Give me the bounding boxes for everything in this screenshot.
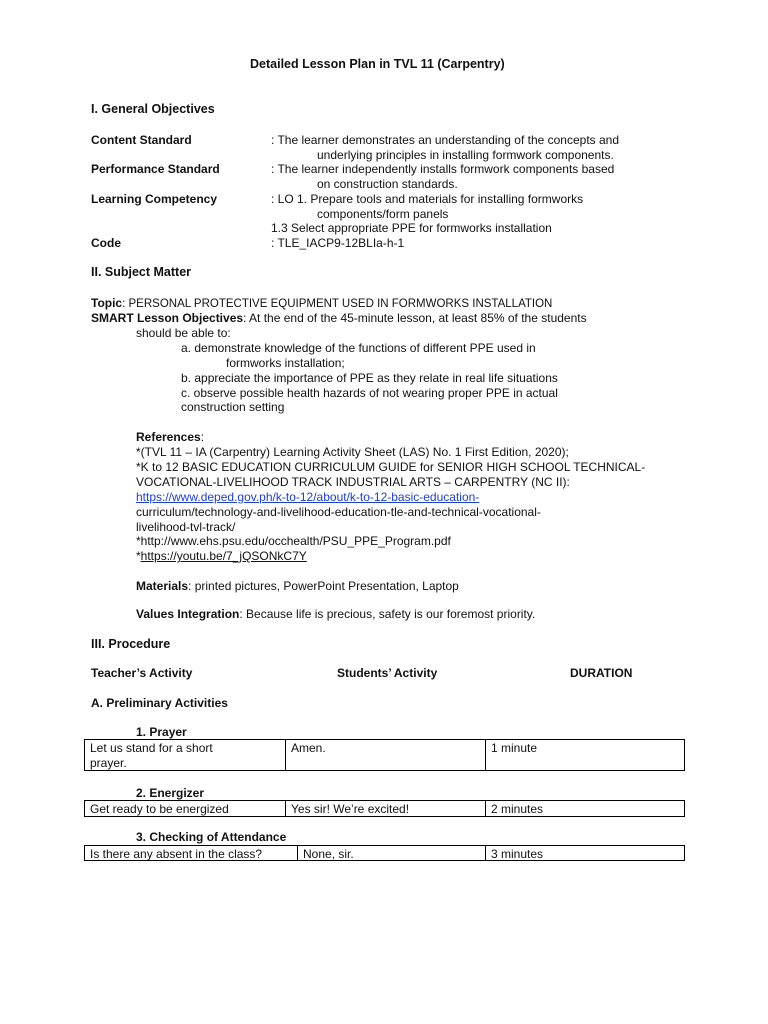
energizer-student-cell: Yes sir! We’re excited!: [285, 801, 485, 816]
code-text: : TLE_IACP9-12BLIa-h-1: [271, 236, 405, 250]
smart-objectives-label: SMART Lesson Objectives: [91, 311, 244, 325]
energizer-teacher-cell: Get ready to be energized: [90, 802, 229, 816]
prayer-duration-cell: 1 minute: [485, 740, 684, 770]
performance-standard-text: : The learner independently installs formwork components based: [271, 162, 615, 176]
topic-text: : PERSONAL PROTECTIVE EQUIPMENT USED IN FORMWORKS INSTALLATION: [122, 298, 553, 310]
column-students-activity: Students’ Activity: [337, 666, 438, 680]
reference-deped-link-cont-2: livelihood-tvl-track/: [136, 520, 236, 534]
performance-standard-label: Performance Standard: [91, 162, 220, 176]
content-standard-text-cont: underlying principles in installing formwork components.: [317, 148, 614, 162]
learning-competency-text-cont: components/form panels: [317, 207, 449, 221]
materials-line: [136, 579, 459, 593]
reference-deped-link-cont: curriculum/technology-and-livelihood-education-tle-and-technical-vocational-: [136, 505, 541, 519]
attendance-heading: 3. Checking of Attendance: [136, 830, 287, 844]
column-duration: DURATION: [570, 666, 633, 680]
learning-competency-text: : LO 1. Prepare tools and materials for installing formworks: [271, 192, 584, 206]
attendance-teacher-cell: Is there any absent in the class?: [90, 847, 263, 861]
references-heading: [136, 430, 204, 444]
energizer-duration-cell: 2 minutes: [485, 801, 684, 816]
learning-competency-subitem: 1.3 Select appropriate PPE for formworks installation: [271, 221, 552, 235]
attendance-student-cell: None, sir.: [297, 846, 485, 860]
objective-b: b. appreciate the importance of PPE as they relate in real life situations: [181, 371, 558, 385]
attendance-duration-cell: 3 minutes: [485, 846, 684, 860]
prayer-teacher-cell: [85, 740, 285, 770]
performance-standard-text-cont: on construction standards.: [317, 177, 458, 191]
smart-objectives-text-cont: should be able to:: [136, 326, 231, 340]
reference-curriculum-guide-cont: VOCATIONAL-LIVELIHOOD TRACK INDUSTRIAL ARTS – CARPENTRY (NC II):: [136, 475, 570, 489]
content-standard-text: : The learner demonstrates an understanding of the concepts and: [271, 133, 620, 147]
prayer-teacher-line-1: Let us stand for a short: [90, 741, 213, 755]
prayer-heading: 1. Prayer: [136, 725, 187, 739]
topic-label: Topic: [91, 296, 123, 310]
materials-label: Materials: [136, 579, 189, 593]
smart-objectives-text: : At the end of the 45-minute lesson, at least 85% of the students: [243, 311, 587, 325]
energizer-heading: 2. Energizer: [136, 786, 205, 800]
reference-youtube-link[interactable]: https://youtu.be/7_jQSONkC7Y: [140, 549, 307, 563]
objective-c: c. observe possible health hazards of not wearing proper PPE in actual: [181, 386, 558, 400]
values-integration-line: [136, 607, 535, 621]
page-title: Detailed Lesson Plan in TVL 11 (Carpentry): [250, 57, 505, 71]
learning-competency-label: Learning Competency: [91, 192, 218, 206]
prayer-table: [84, 739, 685, 771]
references-colon: :: [200, 430, 205, 444]
preliminary-activities-heading: A. Preliminary Activities: [91, 696, 228, 710]
objective-a: a. demonstrate knowledge of the functions of different PPE used in: [181, 341, 536, 355]
reference-curriculum-guide: *K to 12 BASIC EDUCATION CURRICULUM GUIDE for SENIOR HIGH SCHOOL TECHNICAL-: [136, 460, 646, 474]
reference-deped-link[interactable]: https://www.deped.gov.ph/k-to-12/about/k-to-12-basic-education-: [136, 490, 480, 504]
attendance-table: [84, 845, 685, 861]
content-standard-label: Content Standard: [91, 133, 192, 147]
smart-objectives-line: [91, 311, 587, 325]
values-integration-label: Values Integration: [136, 607, 240, 621]
procedure-heading: III. Procedure: [91, 637, 171, 651]
prayer-student-cell: Amen.: [285, 740, 485, 770]
energizer-table: [84, 800, 685, 817]
materials-text: : printed pictures, PowerPoint Presentation, Laptop: [188, 579, 459, 593]
code-label: Code: [91, 236, 121, 250]
general-objectives-heading: I. General Objectives: [91, 102, 215, 116]
values-integration-text: : Because life is precious, safety is our foremost priority.: [239, 607, 536, 621]
references-label: References: [136, 430, 201, 444]
objective-a-cont: formworks installation;: [226, 356, 345, 370]
topic-line: [91, 296, 552, 310]
objective-c-cont: construction setting: [181, 400, 285, 414]
reference-las: *(TVL 11 – IA (Carpentry) Learning Activity Sheet (LAS) No. 1 First Edition, 2020);: [136, 445, 569, 459]
reference-youtube-line: [136, 549, 307, 563]
prayer-teacher-line-2: prayer.: [90, 756, 127, 770]
column-teacher-activity: Teacher’s Activity: [91, 666, 193, 680]
reference-ehs: *http://www.ehs.psu.edu/occhealth/PSU_PPE_Program.pdf: [136, 534, 451, 548]
subject-matter-heading: II. Subject Matter: [91, 265, 192, 279]
reference-youtube-bullet: *: [136, 549, 141, 563]
